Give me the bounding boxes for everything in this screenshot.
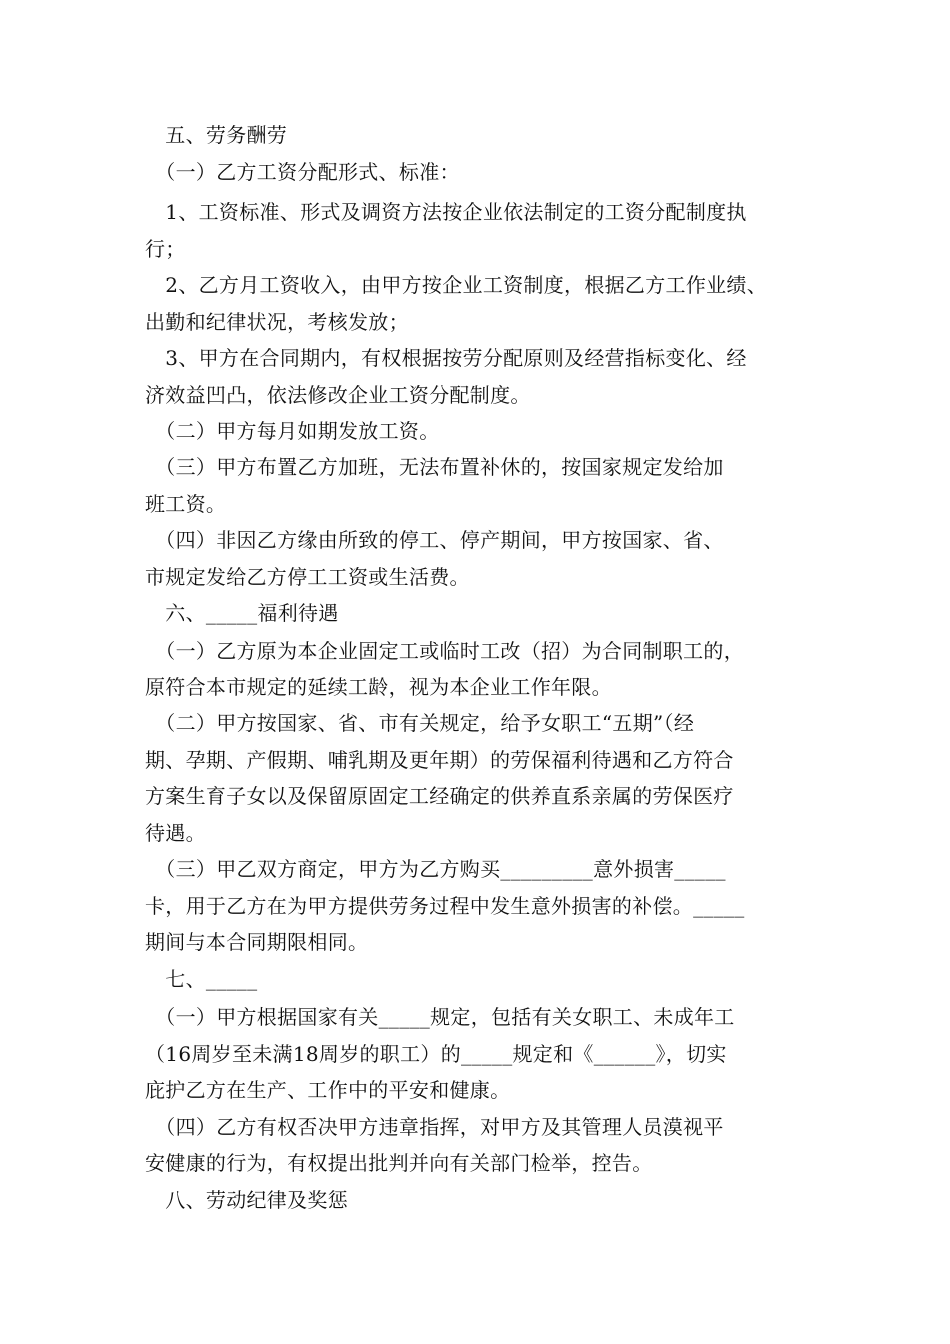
- text-line: （16周岁至未满18周岁的职工）的_____规定和《______》，切实: [145, 1042, 727, 1066]
- text-line: 方案生育子女以及保留原固定工经确定的供养直系亲属的劳保医疗: [145, 784, 734, 808]
- text-line: 八、劳动纪律及奖惩: [145, 1188, 348, 1212]
- text-line: （三）甲方布置乙方加班，无法布置补休的，按国家规定发给加: [145, 455, 724, 479]
- text-line: 七、_____: [145, 967, 258, 991]
- text-line: （一）甲方根据国家有关_____规定，包括有关女职工、未成年工: [145, 1005, 735, 1029]
- text-line: （二）甲方按国家、省、市有关规定，给予女职工“五期”（经: [145, 711, 695, 735]
- text-line: （一）乙方原为本企业固定工或临时工改（招）为合同制职工的，: [145, 639, 744, 663]
- text-line: 1、工资标准、形式及调资方法按企业依法制定的工资分配制度执: [145, 200, 747, 224]
- text-line: （四）乙方有权否决甲方违章指挥，对甲方及其管理人员漠视平: [145, 1115, 724, 1139]
- text-line: 3、甲方在合同期内，有权根据按劳分配原则及经营指标变化、经: [145, 346, 747, 370]
- text-line: 五、劳务酬劳: [145, 123, 288, 147]
- text-line: 卡，用于乙方在为甲方提供劳务过程中发生意外损害的补偿。_____: [145, 894, 745, 918]
- text-line: 庇护乙方在生产、工作中的平安和健康。: [145, 1078, 511, 1102]
- text-line: 班工资。: [145, 492, 227, 516]
- text-line: 待遇。: [145, 821, 206, 845]
- text-line: 2、乙方月工资收入，由甲方按企业工资制度，根据乙方工作业绩、: [145, 273, 768, 297]
- text-line: 出勤和纪律状况，考核发放；: [145, 310, 409, 334]
- text-line: （三）甲乙双方商定，甲方为乙方购买_________意外损害_____: [145, 857, 726, 881]
- text-line: （二）甲方每月如期发放工资。: [145, 419, 440, 443]
- text-line: （四）非因乙方缘由所致的停工、停产期间，甲方按国家、省、: [145, 528, 724, 552]
- text-line: 期、孕期、产假期、哺乳期及更年期）的劳保福利待遇和乙方符合: [145, 748, 734, 772]
- text-line: 安健康的行为，有权提出批判并向有关部门检举，控告。: [145, 1151, 653, 1175]
- text-line: 行；: [145, 237, 186, 261]
- text-line: 原符合本市规定的延续工龄，视为本企业工作年限。: [145, 675, 612, 699]
- text-line: 六、_____福利待遇: [145, 601, 339, 625]
- text-line: 市规定发给乙方停工工资或生活费。: [145, 565, 470, 589]
- text-line: 期间与本合同期限相同。: [145, 930, 369, 954]
- text-line: （一）乙方工资分配形式、标准：: [145, 160, 460, 184]
- text-line: 济效益凹凸，依法修改企业工资分配制度。: [145, 383, 531, 407]
